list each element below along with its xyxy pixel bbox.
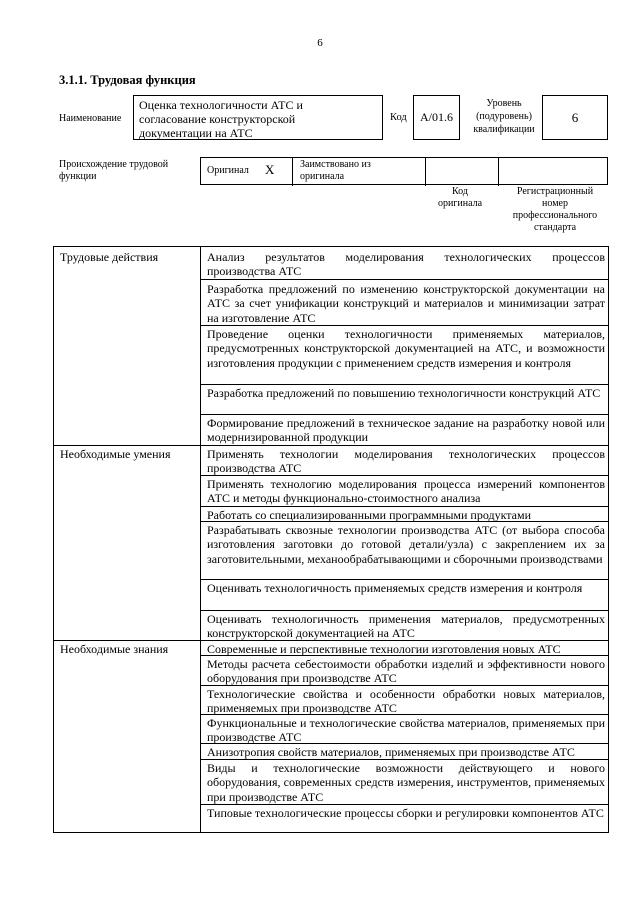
table-row: Оценивать технологичность применения материалов, предусмотренных конструкторской документацией на АТС (207, 612, 605, 641)
table-row: Применять технологии моделирования технологических процессов производства АТС (207, 447, 605, 476)
level-value: 6 (542, 95, 608, 140)
section-title-actions: Трудовые действия (60, 250, 159, 264)
table-row: Применять технологию моделирования процесса измерений компонентов АТС и методы функционально-стоимостного анализа (207, 477, 605, 506)
table-row: Оценивать технологичность применяемых средств измерения и контроля (207, 581, 583, 595)
level-label-line: квалификации (473, 124, 535, 135)
reg-number-line: профессионального (512, 210, 598, 221)
code-original-line: Код (452, 186, 468, 197)
table-row: Работать со специализированными программными продуктами (207, 508, 532, 522)
section-divider (54, 445, 608, 446)
table-column-divider (200, 247, 201, 832)
level-label-line: (подуровень) (476, 111, 532, 122)
table-row: Виды и технологические возможности действующего и нового оборудования, современных средств измерения, инструментов, применяемых при производстве АТС (207, 761, 605, 804)
row-divider (201, 506, 608, 507)
code-original-line: оригинала (437, 198, 483, 209)
row-divider (201, 414, 608, 415)
level-label-line: Уровень (486, 98, 522, 109)
table-row: Анизотропия свойств материалов, применяемых при производстве АТС (207, 745, 575, 759)
row-divider (201, 743, 608, 744)
table-row: Функциональные и технологические свойства материалов, применяемых при производстве АТС (207, 716, 605, 745)
reg-number-line: стандарта (533, 222, 577, 233)
row-divider (201, 521, 608, 522)
origin-label-line: функции (59, 171, 97, 182)
name-value-line: Оценка технологичности АТС и (139, 98, 303, 112)
borrowed-line: Заимствовано из (300, 159, 371, 170)
table-row: Типовые технологические процессы сборки и регулировки компонентов АТС (207, 806, 604, 820)
name-value-line: документации на АТС (139, 126, 253, 140)
level-label (470, 97, 538, 136)
code-label: Код (390, 112, 407, 123)
table-row: Анализ результатов моделирования технологических процессов производства АТС (207, 250, 605, 279)
section-title-skills: Необходимые умения (60, 447, 171, 461)
table-row: Проведение оценки технологичности применяемых материалов, предусмотренных конструкторской документацией на АТС, и возможности изготовления продукции с применением средств измерения и контроля (207, 327, 605, 370)
section-title-knowledge: Необходимые знания (60, 642, 169, 656)
table-row: Разработка предложений по повышению технологичности конструкций АТС (207, 386, 601, 400)
reg-number-line: номер (542, 198, 568, 209)
row-divider (201, 384, 608, 385)
table-row: Методы расчета себестоимости обработки изделий и эффективности нового оборудования при производстве АТС (207, 657, 605, 686)
table-row: Разрабатывать сквозные технологии производства АТС (от выбора способа изготовления заготовки до готовой детали/узла) с закреплением их за заготовительными, механообрабатывающими и сборочными производствами (207, 523, 605, 566)
row-divider (201, 714, 608, 715)
name-value-line: согласование конструкторской (139, 112, 296, 126)
registration-number-label (502, 186, 608, 234)
code-original-label (425, 186, 495, 210)
reg-number-line: Регистрационный (516, 186, 594, 197)
table-row: Формирование предложений в техническое задание на разработку новой или модернизированной продукции (207, 416, 605, 445)
origin-label (59, 159, 189, 183)
name-label: Наименование (59, 113, 122, 124)
table-row: Современные и перспективные технологии изготовления новых АТС (207, 642, 561, 656)
section-divider (54, 640, 608, 641)
row-divider (201, 655, 608, 656)
row-divider (201, 685, 608, 686)
section-title: 3.1.1. Трудовая функция (59, 73, 196, 87)
row-divider (201, 475, 608, 476)
origin-label-line: Происхождение трудовой (59, 159, 169, 170)
function-table (53, 246, 609, 833)
borrowed-line: оригинала (300, 171, 345, 182)
table-row: Разработка предложений по изменению конструкторской документации на АТС за счет унификации конструкций и материалов и минимизации затрат на изготовление АТС (207, 282, 605, 325)
table-row: Технологические свойства и особенности обработки новых материалов, применяемых при производстве АТС (207, 687, 605, 716)
original-mark: X (265, 162, 275, 177)
row-divider (201, 279, 608, 280)
origin-cell-divider (425, 158, 426, 186)
page-number: 6 (317, 37, 323, 49)
name-value-box (133, 95, 383, 140)
code-value: А/01.6 (413, 95, 460, 140)
original-label: Оригинал (207, 165, 249, 176)
row-divider (201, 804, 608, 805)
origin-cell-divider (498, 158, 499, 186)
row-divider (201, 610, 608, 611)
row-divider (201, 579, 608, 580)
borrowed-label (300, 159, 371, 183)
row-divider (201, 759, 608, 760)
row-divider (201, 325, 608, 326)
origin-cell-divider (292, 158, 293, 186)
origin-table (200, 157, 608, 185)
